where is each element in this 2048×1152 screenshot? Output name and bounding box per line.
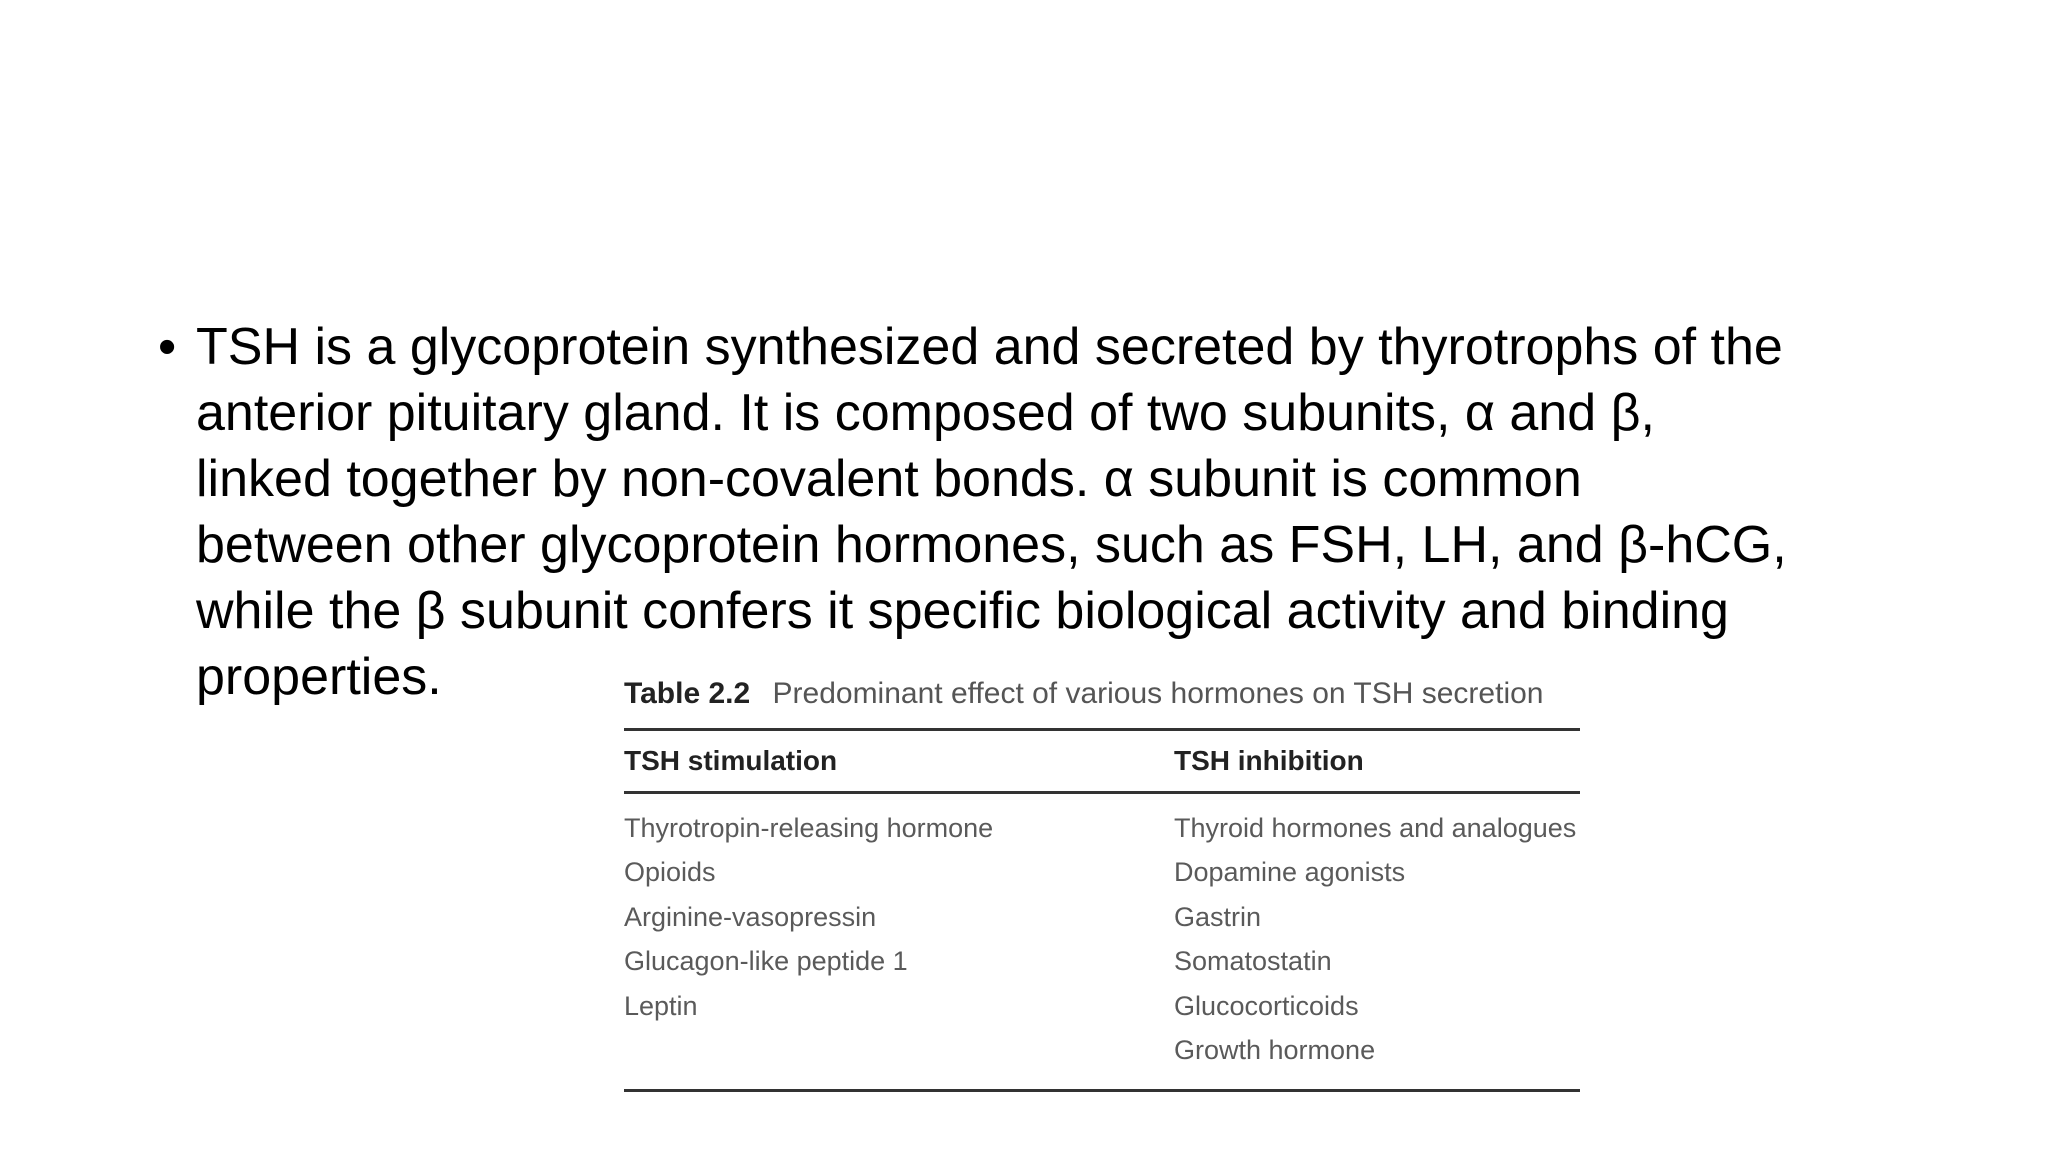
table-row <box>624 895 1580 940</box>
bullet-line: anterior pituitary gland. It is composed of two subunits, α and β, <box>196 384 1655 442</box>
table-cell-inhibition: Glucocorticoids <box>1174 990 1359 1021</box>
table-row <box>624 851 1580 896</box>
table-cell-inhibition: Dopamine agonists <box>1174 857 1406 888</box>
bullet-marker: • <box>158 318 177 376</box>
table-cell-inhibition: Growth hormone <box>1174 1035 1376 1066</box>
table-bottom-rule <box>624 1089 1580 1092</box>
table-header-inhibition: TSH inhibition <box>1174 745 1364 776</box>
bullet-text <box>196 314 1916 710</box>
table-row <box>624 1029 1580 1074</box>
bullet-line: linked together by non-covalent bonds. α subunit is common <box>196 450 1582 508</box>
table-cell-inhibition: Thyroid hormones and analogues <box>1174 812 1577 843</box>
table-caption-text: Predominant effect of various hormones on TSH secretion <box>772 677 1544 710</box>
hormone-table <box>624 670 1580 1092</box>
table-row <box>624 806 1580 851</box>
table-caption-label: Table 2.2 <box>624 677 751 710</box>
table-cell-inhibition: Somatostatin <box>1174 946 1332 977</box>
table-body <box>624 794 1580 1089</box>
bullet-line: properties. <box>196 648 442 706</box>
table-cell-stimulation: Arginine-vasopressin <box>624 901 877 932</box>
table-row <box>624 984 1580 1029</box>
table-cell-stimulation: Thyrotropin-releasing hormone <box>624 812 994 843</box>
bullet-line: between other glycoprotein hormones, such as FSH, LH, and β-hCG, <box>196 516 1787 574</box>
table-cell-stimulation: Glucagon-like peptide 1 <box>624 946 908 977</box>
bullet-line: while the β subunit confers it specific biological activity and binding <box>196 582 1729 640</box>
table-caption <box>624 670 1580 718</box>
table-cell-inhibition: Gastrin <box>1174 901 1262 932</box>
table-cell-stimulation: Leptin <box>624 990 698 1021</box>
table-header-stimulation: TSH stimulation <box>624 745 838 776</box>
table-cell-stimulation: Opioids <box>624 857 716 888</box>
table-header-row <box>624 731 1580 791</box>
bullet-line: TSH is a glycoprotein synthesized and secreted by thyrotrophs of the <box>196 318 1783 376</box>
table-row <box>624 940 1580 985</box>
